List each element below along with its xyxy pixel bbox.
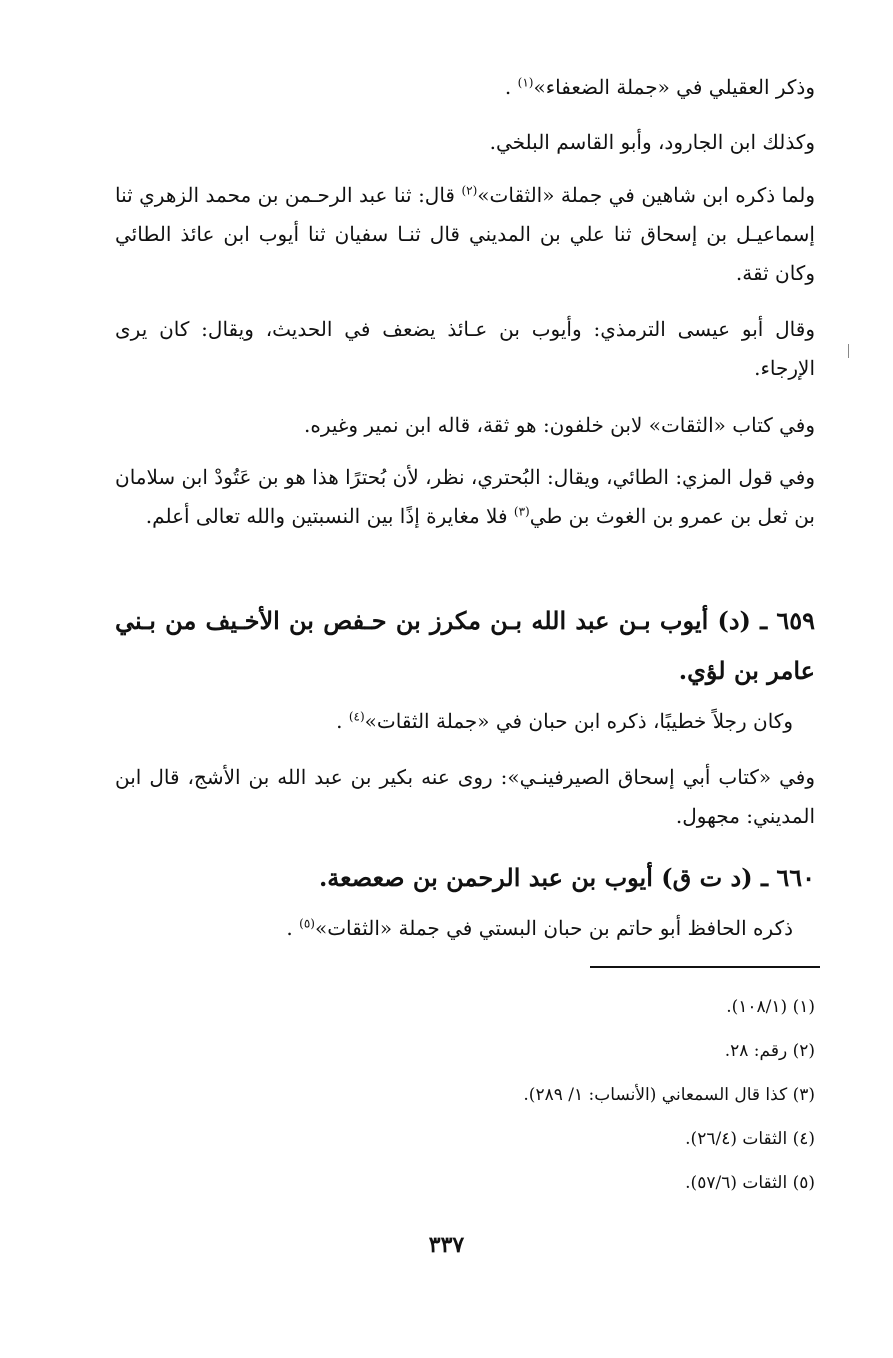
footnote-ref[interactable]: (١) bbox=[517, 75, 534, 90]
paragraph-text: وذكر العقيلي في «جملة الضعفاء» bbox=[533, 75, 815, 99]
paragraph-jarud bbox=[115, 123, 815, 162]
entry-number: ٦٥٩ bbox=[776, 606, 815, 635]
paragraph-uqaili bbox=[115, 68, 815, 107]
footnote-3: (٣) كذا قال السمعاني (الأنساب: ١/ ٢٨٩). bbox=[523, 1085, 815, 1105]
paragraph-tirmidhi bbox=[115, 310, 815, 388]
entry-heading-659 bbox=[115, 596, 815, 696]
footnote-2: (٢) رقم: ٢٨. bbox=[724, 1041, 815, 1061]
paragraph-text: فلا مغايرة إذًا بين النسبتين والله تعالى أعلم. bbox=[145, 504, 514, 528]
entry-heading-660 bbox=[115, 853, 815, 903]
paragraph-660-hibban bbox=[113, 909, 793, 948]
paragraph-text: ولما ذكره ابن شاهين في جملة «الثقات» bbox=[477, 183, 816, 207]
paragraph-text: وقال أبو عيسى الترمذي: وأيوب بن عـائذ يضعف في الحديث، ويقال: كان يرى الإرجاء. bbox=[115, 317, 815, 380]
paragraph-text: قال: ثنا عبد الرحـمن بن محمد الزهري ثنا إسماعيـل بن إسحاق ثنا علي بن المديني قال ثنـا سفيان ثنا أيوب ابن عائذ الطائي وكان ثقة. bbox=[115, 183, 815, 285]
paragraph-end: . bbox=[336, 709, 349, 733]
paragraph-659-hibban bbox=[113, 702, 793, 741]
paragraph-mizzi bbox=[115, 458, 815, 536]
entry-number: ٦٦٠ bbox=[776, 863, 815, 892]
paragraph-text: وكذلك ابن الجارود، وأبو القاسم البلخي. bbox=[489, 130, 815, 154]
footnote-1: (١) (١٠٨/١). bbox=[726, 997, 815, 1017]
footnote-5: (٥) الثقات (٥٧/٦). bbox=[685, 1173, 815, 1193]
paragraph-text: وفي قول المزي: الطائي، ويقال: البُحتري، نظر، لأن بُحترًا هذا هو بن عَتُودْ ابن سلامان بن ثعل بن عمرو بن الغوث بن طي bbox=[115, 465, 815, 528]
paragraph-khalfun bbox=[115, 406, 815, 445]
footnote-ref[interactable]: (٣) bbox=[513, 504, 530, 519]
page-number: ٣٣٧ bbox=[428, 1232, 465, 1258]
paragraph-shahin bbox=[115, 176, 815, 293]
paragraph-659-sayrafini bbox=[115, 758, 815, 836]
paragraph-text: وفي «كتاب أبي إسحاق الصيرفينـي»: روى عنه بكير بن عبد الله بن الأشج، قال ابن المديني: مجهول. bbox=[115, 765, 815, 828]
footnote-ref[interactable]: (٥) bbox=[299, 916, 315, 931]
paragraph-end: . bbox=[504, 75, 518, 99]
paragraph-text: ذكره الحافظ أبو حاتم بن حبان البستي في جملة «الثقات» bbox=[314, 916, 793, 940]
footnotes-list bbox=[115, 985, 815, 1205]
paragraph-end: . bbox=[286, 916, 300, 940]
footnote-ref[interactable]: (٤) bbox=[348, 709, 365, 724]
footnote-separator bbox=[590, 966, 820, 968]
margin-mark bbox=[848, 344, 849, 358]
entry-title: ـ (د ت ق) أيوب بن عبد الرحمن بن صعصعة. bbox=[318, 863, 777, 892]
footnote-ref[interactable]: (٢) bbox=[461, 183, 478, 198]
entry-title: ـ (د) أيوب بـن عبد الله بـن مكرز بن حـفص بن الأخـيف من بـني عامر بن لؤي. bbox=[115, 606, 815, 685]
paragraph-text: وكان رجلاً خطيبًا، ذكره ابن حبان في «جملة الثقات» bbox=[364, 709, 793, 733]
footnote-4: (٤) الثقات (٢٦/٤). bbox=[685, 1129, 815, 1149]
paragraph-text: وفي كتاب «الثقات» لابن خلفون: هو ثقة، قاله ابن نمير وغيره. bbox=[304, 413, 815, 437]
